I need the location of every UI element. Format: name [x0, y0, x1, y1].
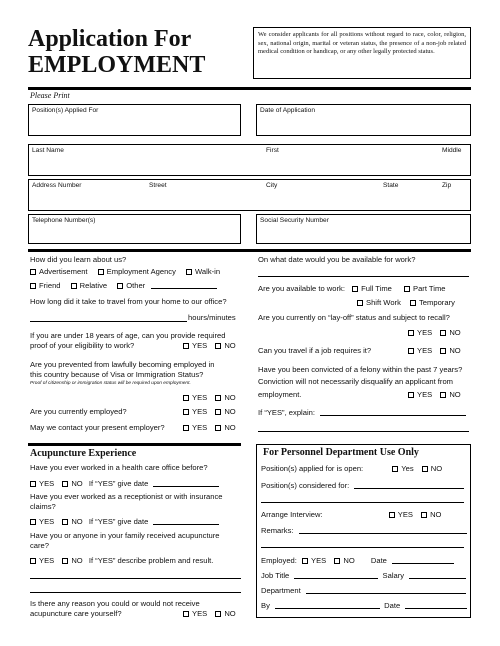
- visa-note: Proof of citizenship or immigration status will be required upon employment.: [30, 381, 191, 386]
- no-label: NO: [343, 556, 355, 565]
- walk-in-checkbox[interactable]: [186, 269, 192, 275]
- family-options: [30, 556, 213, 565]
- describe-line-2[interactable]: [30, 592, 241, 593]
- advertisement-label: Advertisement: [39, 267, 88, 276]
- header-rule: [28, 87, 471, 90]
- under18-no-checkbox[interactable]: [215, 343, 221, 349]
- felony-q2: Conviction will not necessarily disqualify an applicant from: [258, 377, 453, 386]
- health-date-line[interactable]: [153, 478, 219, 487]
- interview-no-checkbox[interactable]: [421, 512, 427, 518]
- reason-no-checkbox[interactable]: [215, 611, 221, 617]
- department-row: [261, 585, 466, 595]
- positions-label: Position(s) Applied For: [32, 107, 99, 114]
- positions-field[interactable]: [28, 104, 241, 136]
- advertisement-checkbox[interactable]: [30, 269, 36, 275]
- acupuncture-heading: Acupuncture Experience: [30, 448, 137, 459]
- health-options: [30, 478, 219, 488]
- health-yes-checkbox[interactable]: [30, 481, 36, 487]
- by-date-line[interactable]: [405, 600, 467, 609]
- explain-row: [258, 407, 466, 417]
- state-label: State: [383, 182, 399, 189]
- if-yes-date-label: If “YES” give date: [88, 479, 149, 488]
- employment-agency-label: Employment Agency: [106, 267, 176, 276]
- employed-options: [183, 407, 236, 416]
- department-line[interactable]: [306, 585, 466, 594]
- yes-label: YES: [417, 328, 433, 337]
- employed-yes-checkbox[interactable]: [183, 409, 189, 415]
- by-date-label: Date: [384, 601, 401, 610]
- receptionist-q1: Have you ever worked as a receptionist or with insurance: [30, 492, 223, 501]
- notice-text: We consider applicants for all positions without regard to race, color, religion, sex, national origin, marital or veteran status, the presence of a non-job related medical condition or handicap, or any other legally protected status.: [258, 31, 466, 56]
- friend-label: Friend: [39, 281, 61, 290]
- no-label: NO: [224, 393, 236, 402]
- visa-yes-checkbox[interactable]: [183, 395, 189, 401]
- layoff-yes-checkbox[interactable]: [408, 330, 414, 336]
- temporary-label: Temporary: [419, 298, 455, 307]
- travel-no-checkbox[interactable]: [440, 348, 446, 354]
- receptionist-q2: claims?: [30, 502, 56, 511]
- date-application-field[interactable]: [256, 104, 471, 136]
- explain-line[interactable]: [320, 407, 466, 416]
- address-field[interactable]: [28, 179, 471, 211]
- travel-line[interactable]: [30, 321, 187, 322]
- felony-no-checkbox[interactable]: [440, 392, 446, 398]
- yes-label: YES: [192, 407, 208, 416]
- position-open-yes-checkbox[interactable]: [392, 466, 398, 472]
- no-label: NO: [224, 423, 236, 432]
- department-label: Department: [261, 586, 301, 595]
- job-title-line[interactable]: [294, 570, 378, 579]
- telephone-label: Telephone Number(s): [32, 217, 96, 224]
- felony-q3: employment.: [258, 390, 302, 399]
- no-label: NO: [224, 341, 236, 350]
- ssn-field[interactable]: [256, 214, 471, 244]
- travel-question: How long did it take to travel from your home to our office?: [30, 297, 227, 306]
- available-work-row: [258, 284, 446, 293]
- yes-label: YES: [397, 510, 413, 519]
- remarks-row: [261, 525, 467, 535]
- considered-line-2[interactable]: [261, 502, 464, 503]
- shift-work-label: Shift Work: [366, 298, 401, 307]
- no-label: NO: [430, 510, 442, 519]
- describe-label: If “YES” describe problem and result.: [88, 556, 214, 565]
- yes-label: YES: [417, 346, 433, 355]
- personnel-box: [256, 444, 471, 618]
- felony-options: [408, 390, 461, 399]
- reason-options: [183, 609, 236, 618]
- no-label: NO: [71, 479, 83, 488]
- reason-q1: Is there any reason you could or would not receive: [30, 599, 200, 608]
- salary-line[interactable]: [409, 570, 466, 579]
- personnel-heading: For Personnel Department Use Only: [263, 447, 419, 458]
- no-label: NO: [71, 517, 83, 526]
- yes-label: YES: [39, 479, 55, 488]
- yes-label: YES: [39, 517, 55, 526]
- under18-q2: proof of your eligibility to work?: [30, 341, 135, 350]
- under18-options: [183, 341, 236, 350]
- contact-no-checkbox[interactable]: [215, 425, 221, 431]
- visa-q2: this country because of Visa or Immigration Status?: [30, 370, 204, 379]
- remarks-line[interactable]: [299, 525, 467, 534]
- contact-yes-checkbox[interactable]: [183, 425, 189, 431]
- by-line[interactable]: [275, 600, 380, 609]
- available-work-label: Are you available to work:: [258, 284, 345, 293]
- other-line[interactable]: [151, 280, 217, 289]
- employed-date-line[interactable]: [392, 555, 454, 564]
- travel-job-question: Can you travel if a job requires it?: [258, 346, 372, 355]
- arrange-interview-label: Arrange Interview:: [261, 510, 323, 519]
- layoff-options: [408, 328, 461, 337]
- under18-q1: If you are under 18 years of age, can you provide required: [30, 331, 226, 340]
- no-label: NO: [449, 390, 461, 399]
- city-label: City: [266, 182, 278, 189]
- employed-yes-checkbox-2[interactable]: [302, 558, 308, 564]
- learn-options-2: [30, 280, 217, 290]
- yes-label: YES: [192, 423, 208, 432]
- employment-agency-checkbox[interactable]: [98, 269, 104, 275]
- learn-options-1: [30, 267, 220, 276]
- employed-no-checkbox-2[interactable]: [334, 558, 340, 564]
- health-no-checkbox[interactable]: [62, 481, 68, 487]
- contact-question: May we contact your present employer?: [30, 423, 165, 432]
- family-q1: Have you or anyone in your family received acupuncture: [30, 531, 220, 540]
- layoff-no-checkbox[interactable]: [440, 330, 446, 336]
- employed-row: [261, 555, 454, 565]
- no-label: NO: [224, 407, 236, 416]
- interview-yes-checkbox[interactable]: [389, 512, 395, 518]
- receptionist-date-line[interactable]: [153, 516, 219, 525]
- title-line1: Application For: [28, 26, 192, 52]
- felony-q1: Have you been convicted of a felony within the past 7 years?: [258, 365, 463, 374]
- position-open-label: Position(s) applied for is open:: [261, 464, 364, 473]
- first-name-label: First: [266, 147, 279, 154]
- relative-label: Relative: [79, 281, 108, 290]
- relative-checkbox[interactable]: [71, 283, 77, 289]
- zip-label: Zip: [442, 182, 452, 189]
- receptionist-no-checkbox[interactable]: [62, 519, 68, 525]
- reason-yes-checkbox[interactable]: [183, 611, 189, 617]
- family-q2: care?: [30, 541, 49, 550]
- address-number-label: Address Number: [32, 182, 82, 189]
- learn-question: How did you learn about us?: [30, 255, 127, 264]
- full-time-checkbox[interactable]: [352, 286, 358, 292]
- job-title-label: Job Title: [261, 571, 290, 580]
- under18-yes-checkbox[interactable]: [183, 343, 189, 349]
- family-yes-checkbox[interactable]: [30, 558, 36, 564]
- yes-label: YES: [192, 393, 208, 402]
- visa-q1: Are you prevented from lawfully becoming employed in: [30, 360, 215, 369]
- position-open-row: [261, 464, 442, 473]
- describe-line-1[interactable]: [30, 578, 241, 579]
- yes-label: YES: [311, 556, 327, 565]
- receptionist-yes-checkbox[interactable]: [30, 519, 36, 525]
- employed-date-label: Date: [370, 556, 387, 565]
- job-title-row: [261, 570, 466, 580]
- health-question: Have you ever worked in a health care office before?: [30, 463, 208, 472]
- travel-job-options: [408, 346, 461, 355]
- section-rule-1: [28, 249, 471, 252]
- salary-label: Salary: [382, 571, 405, 580]
- full-time-label: Full Time: [361, 284, 392, 293]
- telephone-field[interactable]: [28, 214, 241, 244]
- yes-label: YES: [192, 341, 208, 350]
- by-label: By: [261, 601, 270, 610]
- date-application-label: Date of Application: [260, 107, 315, 114]
- considered-label: Position(s) considered for:: [261, 481, 350, 490]
- yes-label: YES: [192, 609, 208, 618]
- walk-in-label: Walk-in: [195, 267, 221, 276]
- remarks-label: Remarks:: [261, 526, 294, 535]
- receptionist-options: [30, 516, 219, 526]
- employed-no-checkbox[interactable]: [215, 409, 221, 415]
- no-label: NO: [430, 464, 443, 473]
- visa-no-checkbox[interactable]: [215, 395, 221, 401]
- other-label: Other: [126, 281, 146, 290]
- layoff-question: Are you currently on “lay-off” status and subject to recall?: [258, 313, 450, 322]
- name-field[interactable]: [28, 144, 471, 176]
- reason-q2: acupuncture care yourself?: [30, 609, 122, 618]
- if-yes-date-label: If “YES” give date: [88, 517, 149, 526]
- part-time-label: Part Time: [413, 284, 446, 293]
- no-label: NO: [449, 346, 461, 355]
- yes-label: YES: [417, 390, 433, 399]
- available-date-question: On what date would you be available for work?: [258, 255, 416, 264]
- hours-minutes-label: hours/minutes: [188, 313, 236, 322]
- felony-yes-checkbox[interactable]: [408, 392, 414, 398]
- shift-work-checkbox[interactable]: [357, 300, 363, 306]
- by-row: [261, 600, 467, 610]
- no-label: NO: [224, 609, 236, 618]
- visa-options: [183, 393, 236, 402]
- ssn-label: Social Security Number: [260, 217, 329, 224]
- no-label: NO: [71, 556, 83, 565]
- street-label: Street: [149, 182, 167, 189]
- employed-question: Are you currently employed?: [30, 407, 127, 416]
- considered-row: [261, 480, 464, 490]
- available-date-line[interactable]: [258, 276, 469, 277]
- remarks-line-2[interactable]: [261, 547, 464, 548]
- yes-label: Yes: [401, 464, 414, 473]
- notice-box: [253, 27, 471, 79]
- section-rule-2: [28, 443, 241, 446]
- explain-line-2[interactable]: [258, 431, 469, 432]
- if-yes-explain-label: If “YES”, explain:: [258, 408, 315, 417]
- travel-yes-checkbox[interactable]: [408, 348, 414, 354]
- employed-label: Employed:: [261, 556, 297, 565]
- no-label: NO: [449, 328, 461, 337]
- other-checkbox[interactable]: [117, 283, 123, 289]
- last-name-label: Last Name: [32, 147, 64, 154]
- part-time-checkbox[interactable]: [404, 286, 410, 292]
- available-work-row-2: [357, 298, 455, 307]
- arrange-interview-row: [261, 510, 441, 519]
- yes-label: YES: [39, 556, 55, 565]
- temporary-checkbox[interactable]: [410, 300, 416, 306]
- please-print: Please Print: [30, 91, 70, 100]
- friend-checkbox[interactable]: [30, 283, 36, 289]
- position-open-no-checkbox[interactable]: [422, 466, 428, 472]
- middle-name-label: Middle: [442, 147, 462, 154]
- family-no-checkbox[interactable]: [62, 558, 68, 564]
- title-line2: EMPLOYMENT: [28, 52, 206, 78]
- considered-line[interactable]: [354, 480, 464, 489]
- contact-options: [183, 423, 236, 432]
